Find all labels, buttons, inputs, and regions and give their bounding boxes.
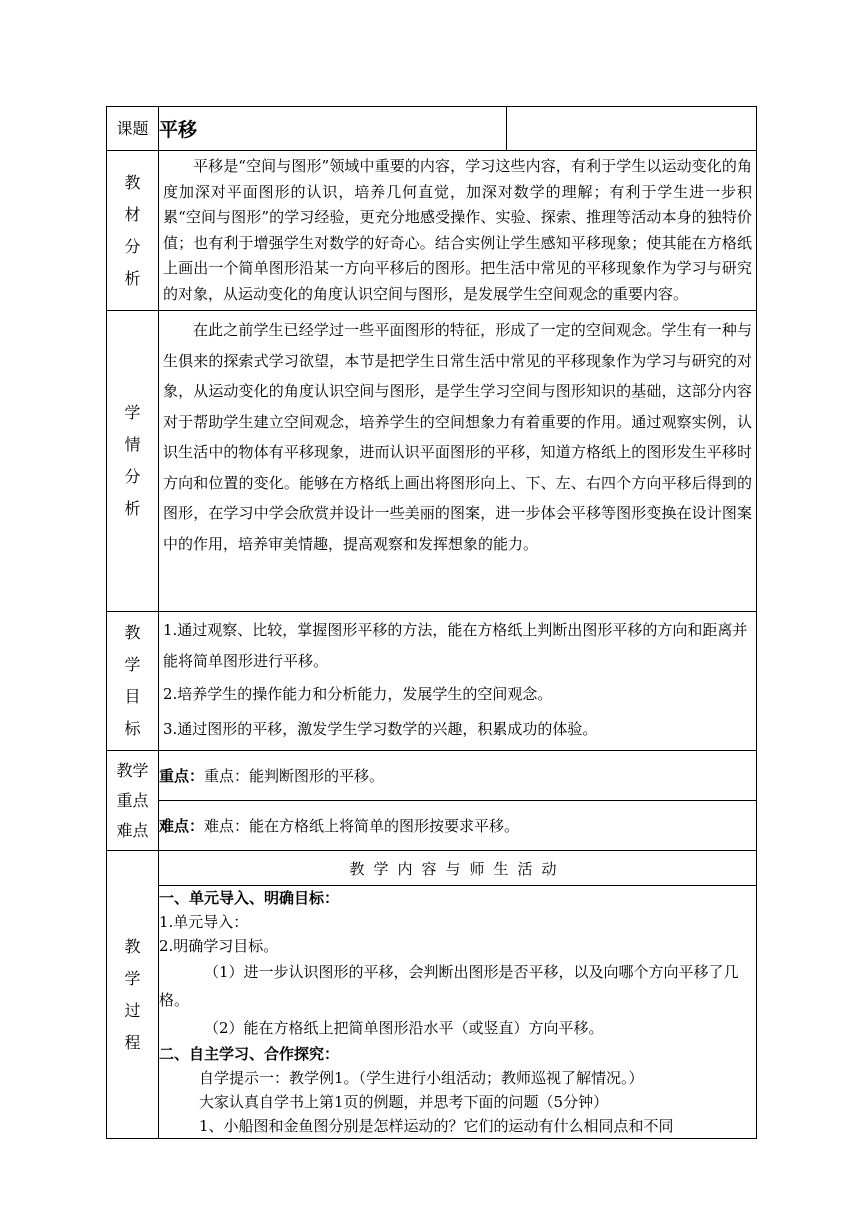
difficulty-label: 难点： (159, 817, 205, 835)
students-text: 在此之前学生已经学过一些平面图形的特征，形成了一定的空间观念。学生有一种与生俱来的探索式学习欲望，本节是把学生日常生活中常见的平移现象作为学习与研究的对象，从运动变化的角度认识空间与图形，是学生学习空间与图形知识的基础，这部分内容对于帮助学生建立空间观念，培养学生的空间想象力有着重要的作用。通过观察实例，认识生活中的物体有平移现象，进而认识平面图形的平移，知道方格纸上的图形发生平移时方向和位置的变化。能够在方格纸上画出将图形向上、下、左、右四个方向平移后得到的图形，在学习中学会欣赏并设计一些美丽的图案，进一步体会平移等图形变换在设计图案中的作用，培养审美情趣，提高观察和发挥想象的能力。 (163, 321, 752, 553)
s2-question1: 1、小船图和金鱼图分别是怎样运动的？它们的运动有什么相同点和不同 (199, 1117, 674, 1135)
label-line: 教学 (116, 760, 149, 780)
label-char: 分 (124, 236, 141, 256)
focus-cell (159, 751, 757, 801)
process-label (107, 851, 159, 1139)
goal-item-2: 2.培养学生的操作能力和分析能力，发展学生的空间观念。 (163, 685, 553, 703)
lesson-title: 平移 (159, 107, 507, 151)
goal-item-3: 3.通过图形的平移，激发学生学习数学的兴趣，积累成功的体验。 (163, 720, 598, 738)
s1-item1: 1.单元导入： (159, 913, 249, 931)
analysis-label (107, 151, 159, 311)
lesson-plan-table (106, 106, 757, 1139)
label-char: 析 (124, 268, 141, 288)
label-char: 目 (124, 687, 141, 706)
label-char: 情 (124, 435, 141, 454)
label-line: 重点 (116, 790, 149, 810)
section2-title: 二、自主学习、合作探究： (159, 1045, 340, 1063)
analysis-row (107, 151, 757, 311)
label-char: 学 (124, 403, 141, 422)
topic-label: 课题 (107, 107, 159, 151)
goals-label (107, 612, 159, 751)
s2-read: 大家认真自学书上第1页的例题，并思考下面的问题（5分钟） (199, 1093, 609, 1111)
goal-item-1: 1.通过观察、比较，掌握图形平移的方法，能在方格纸上判断出图形平移的方向和距离并能将简单图形进行平移。 (163, 621, 748, 670)
label-char: 析 (124, 499, 141, 518)
analysis-text: 平移是“空间与图形”领域中重要的内容，学习这些内容，有利于学生以运动变化的角度加深对平面图形的认识，培养几何直觉，加深对数学的理解；有利于学生进一步积累“空间与图形”的学习经验，更充分地感受操作、实验、探索、推理等活动本身的独特价值；也有利于增强学生对数学的好奇心。结合实例让学生感知平移现象；使其能在方格纸上画出一个简单图形沿某一方向平移后的图形。把生活中常见的平移现象作为学习与研究的对象，从运动变化的角度认识空间与图形，是发展学生空间观念的重要内容。 (163, 157, 752, 303)
label-char: 学 (124, 968, 141, 988)
s1-goal1: （1）进一步认识图形的平移，会判断出图形是否平移，以及向哪个方向平移了几格。 (159, 963, 739, 1009)
process-content-row (107, 886, 757, 1139)
title-row (107, 107, 757, 151)
students-row (107, 311, 757, 612)
label-char: 教 (124, 623, 141, 642)
label-char: 标 (124, 719, 141, 738)
label-char: 过 (124, 1000, 141, 1020)
process-header: 教学内容与师生活动 (159, 851, 757, 886)
focus-label: 重点： (159, 767, 205, 785)
label-char: 程 (124, 1032, 141, 1052)
difficulty-row (107, 801, 757, 851)
title-blank-cell (507, 107, 757, 151)
difficulty-cell (159, 801, 757, 851)
label-char: 教 (124, 936, 141, 956)
focus-row (107, 751, 757, 801)
section1-title: 一、单元导入、明确目标： (159, 889, 340, 907)
process-header-row (107, 851, 757, 886)
s2-hint: 自学提示一：教学例1。（学生进行小组活动；教师巡视了解情况。） (199, 1069, 644, 1087)
label-char: 分 (124, 467, 141, 486)
label-char: 学 (124, 655, 141, 674)
goals-row (107, 612, 757, 751)
students-label (107, 311, 159, 612)
s1-goal2: （2）能在方格纸上把简单图形沿水平（或竖直）方向平移。 (204, 1019, 604, 1037)
label-char: 材 (124, 204, 141, 224)
key-points-label (107, 751, 159, 851)
label-line: 难点 (116, 820, 149, 840)
process-content (159, 886, 757, 1139)
focus-text: 重点：能判断图形的平移。 (204, 767, 385, 785)
label-char: 教 (124, 172, 141, 192)
s1-item2: 2.明确学习目标。 (159, 937, 279, 955)
difficulty-text: 难点：能在方格纸上将简单的图形按要求平移。 (204, 817, 520, 835)
